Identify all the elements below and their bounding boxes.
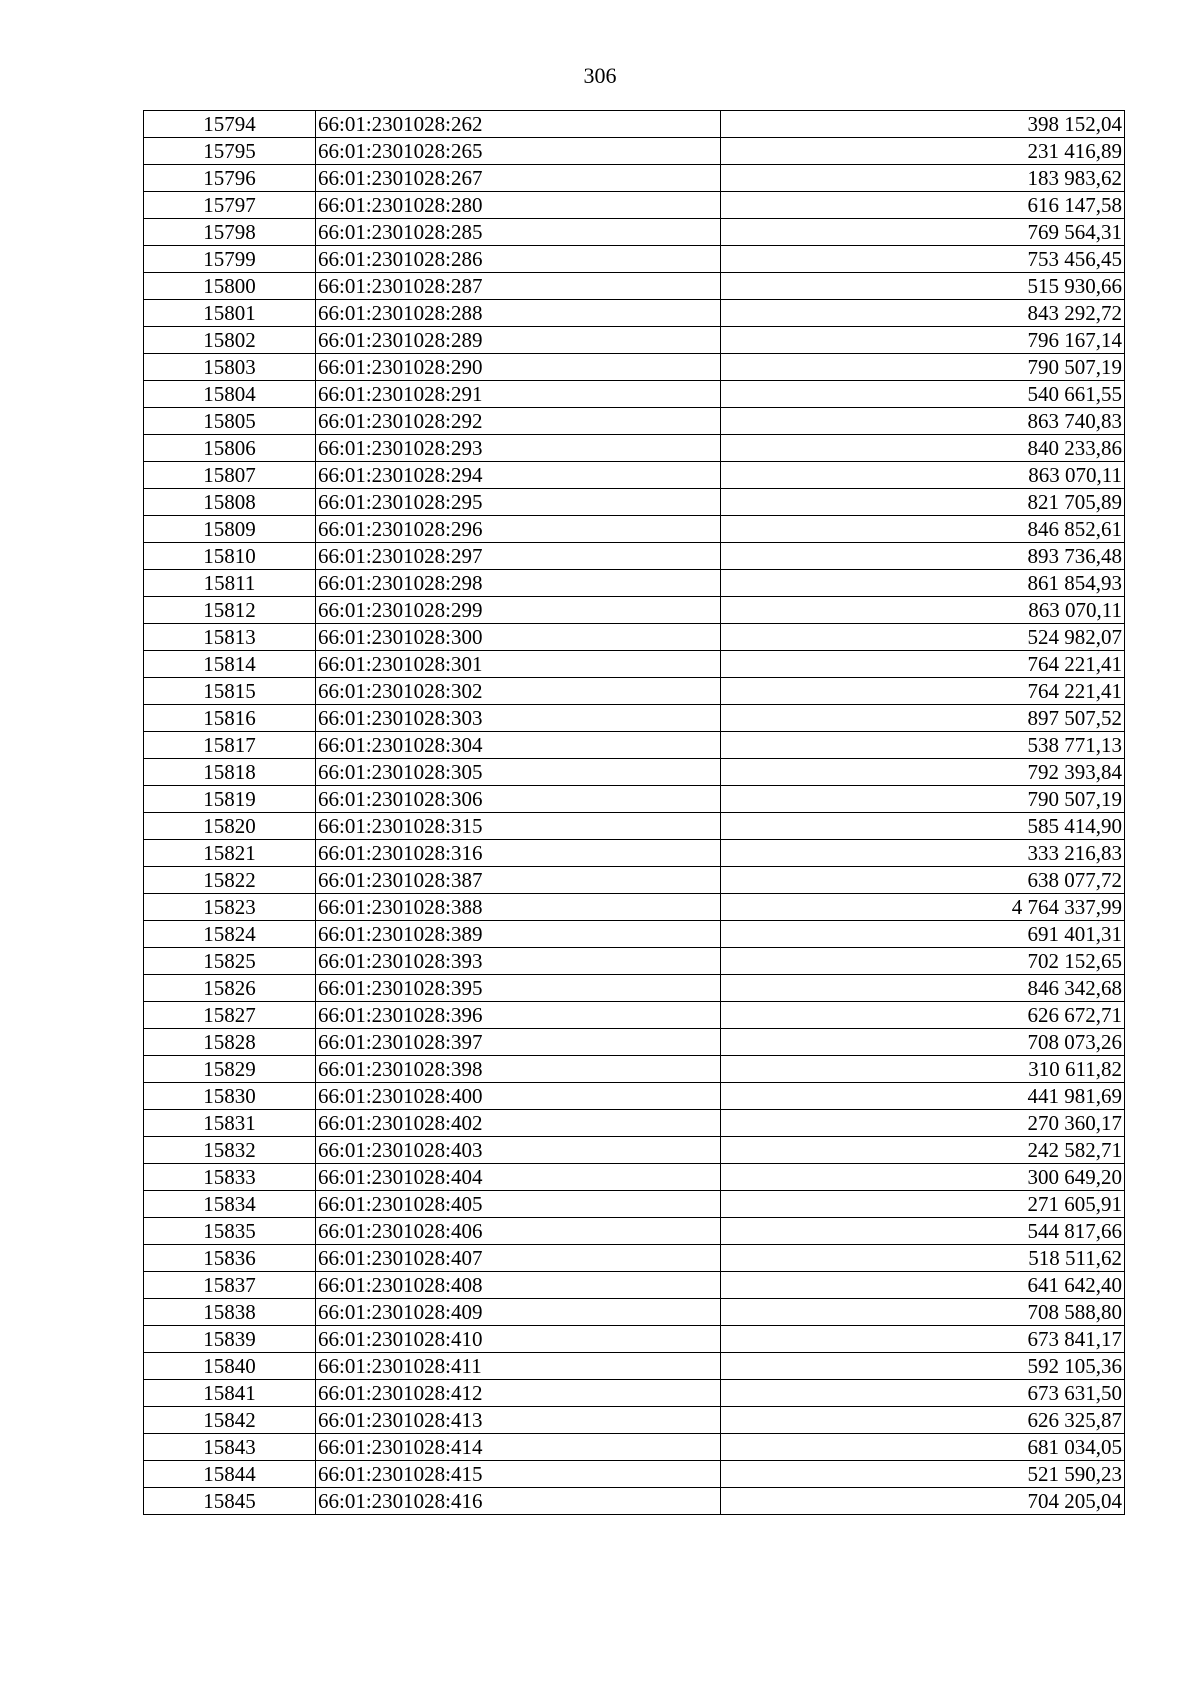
row-number-cell: 15819 [144, 786, 316, 813]
table-row [144, 624, 1125, 651]
table-row [144, 921, 1125, 948]
table-row [144, 1164, 1125, 1191]
row-number-cell: 15827 [144, 1002, 316, 1029]
cadastral-value-cell: 681 034,05 [721, 1434, 1125, 1461]
cadastral-number-cell: 66:01:2301028:403 [316, 1137, 721, 1164]
cadastral-value-cell: 544 817,66 [721, 1218, 1125, 1245]
cadastral-number-cell: 66:01:2301028:415 [316, 1461, 721, 1488]
row-number-cell: 15814 [144, 651, 316, 678]
cadastral-value-cell: 538 771,13 [721, 732, 1125, 759]
row-number-cell: 15824 [144, 921, 316, 948]
row-number-cell: 15802 [144, 327, 316, 354]
row-number-cell: 15843 [144, 1434, 316, 1461]
cadastral-value-cell: 515 930,66 [721, 273, 1125, 300]
row-number-cell: 15830 [144, 1083, 316, 1110]
cadastral-number-cell: 66:01:2301028:395 [316, 975, 721, 1002]
cadastral-value-cell: 897 507,52 [721, 705, 1125, 732]
row-number-cell: 15806 [144, 435, 316, 462]
table-row [144, 327, 1125, 354]
cadastral-number-cell: 66:01:2301028:291 [316, 381, 721, 408]
row-number-cell: 15836 [144, 1245, 316, 1272]
cadastral-value-cell: 840 233,86 [721, 435, 1125, 462]
cadastral-value-cell: 702 152,65 [721, 948, 1125, 975]
row-number-cell: 15837 [144, 1272, 316, 1299]
table-row [144, 813, 1125, 840]
row-number-cell: 15821 [144, 840, 316, 867]
row-number-cell: 15813 [144, 624, 316, 651]
cadastral-value-cell: 861 854,93 [721, 570, 1125, 597]
table-row [144, 867, 1125, 894]
cadastral-number-cell: 66:01:2301028:416 [316, 1488, 721, 1515]
row-number-cell: 15811 [144, 570, 316, 597]
cadastral-number-cell: 66:01:2301028:396 [316, 1002, 721, 1029]
table-row [144, 1353, 1125, 1380]
cadastral-number-cell: 66:01:2301028:305 [316, 759, 721, 786]
cadastral-number-cell: 66:01:2301028:265 [316, 138, 721, 165]
cadastral-number-cell: 66:01:2301028:402 [316, 1110, 721, 1137]
cadastral-number-cell: 66:01:2301028:285 [316, 219, 721, 246]
cadastral-value-cell: 638 077,72 [721, 867, 1125, 894]
cadastral-value-cell: 708 073,26 [721, 1029, 1125, 1056]
cadastral-number-cell: 66:01:2301028:408 [316, 1272, 721, 1299]
table-row [144, 516, 1125, 543]
cadastral-number-cell: 66:01:2301028:405 [316, 1191, 721, 1218]
cadastral-value-cell: 441 981,69 [721, 1083, 1125, 1110]
table-row [144, 732, 1125, 759]
cadastral-value-cell: 616 147,58 [721, 192, 1125, 219]
row-number-cell: 15808 [144, 489, 316, 516]
cadastral-number-cell: 66:01:2301028:388 [316, 894, 721, 921]
row-number-cell: 15832 [144, 1137, 316, 1164]
cadastral-value-cell: 524 982,07 [721, 624, 1125, 651]
row-number-cell: 15803 [144, 354, 316, 381]
row-number-cell: 15800 [144, 273, 316, 300]
row-number-cell: 15815 [144, 678, 316, 705]
row-number-cell: 15842 [144, 1407, 316, 1434]
table-row [144, 300, 1125, 327]
row-number-cell: 15796 [144, 165, 316, 192]
row-number-cell: 15838 [144, 1299, 316, 1326]
cadastral-number-cell: 66:01:2301028:294 [316, 462, 721, 489]
cadastral-value-cell: 673 631,50 [721, 1380, 1125, 1407]
table-row [144, 1380, 1125, 1407]
cadastral-number-cell: 66:01:2301028:404 [316, 1164, 721, 1191]
row-number-cell: 15818 [144, 759, 316, 786]
table-row [144, 1245, 1125, 1272]
table-row [144, 462, 1125, 489]
cadastral-value-cell: 183 983,62 [721, 165, 1125, 192]
table-row [144, 1407, 1125, 1434]
cadastral-number-cell: 66:01:2301028:413 [316, 1407, 721, 1434]
row-number-cell: 15844 [144, 1461, 316, 1488]
cadastral-number-cell: 66:01:2301028:406 [316, 1218, 721, 1245]
cadastral-number-cell: 66:01:2301028:299 [316, 597, 721, 624]
cadastral-value-cell: 518 511,62 [721, 1245, 1125, 1272]
table-row [144, 1299, 1125, 1326]
cadastral-value-cell: 704 205,04 [721, 1488, 1125, 1515]
cadastral-value-cell: 863 070,11 [721, 597, 1125, 624]
cadastral-number-cell: 66:01:2301028:300 [316, 624, 721, 651]
row-number-cell: 15834 [144, 1191, 316, 1218]
table-row [144, 1056, 1125, 1083]
cadastral-number-cell: 66:01:2301028:303 [316, 705, 721, 732]
row-number-cell: 15826 [144, 975, 316, 1002]
cadastral-value-cell: 521 590,23 [721, 1461, 1125, 1488]
cadastral-number-cell: 66:01:2301028:301 [316, 651, 721, 678]
row-number-cell: 15801 [144, 300, 316, 327]
row-number-cell: 15807 [144, 462, 316, 489]
table-row [144, 678, 1125, 705]
cadastral-number-cell: 66:01:2301028:304 [316, 732, 721, 759]
cadastral-number-cell: 66:01:2301028:410 [316, 1326, 721, 1353]
cadastral-value-cell: 592 105,36 [721, 1353, 1125, 1380]
row-number-cell: 15829 [144, 1056, 316, 1083]
cadastral-value-cell: 271 605,91 [721, 1191, 1125, 1218]
table-row [144, 192, 1125, 219]
cadastral-value-cell: 691 401,31 [721, 921, 1125, 948]
cadastral-number-cell: 66:01:2301028:398 [316, 1056, 721, 1083]
table-row [144, 948, 1125, 975]
row-number-cell: 15804 [144, 381, 316, 408]
table-row [144, 381, 1125, 408]
table-row [144, 1326, 1125, 1353]
cadastral-number-cell: 66:01:2301028:267 [316, 165, 721, 192]
cadastral-number-cell: 66:01:2301028:411 [316, 1353, 721, 1380]
cadastral-value-cell: 242 582,71 [721, 1137, 1125, 1164]
table-row [144, 1461, 1125, 1488]
cadastral-number-cell: 66:01:2301028:292 [316, 408, 721, 435]
cadastral-number-cell: 66:01:2301028:288 [316, 300, 721, 327]
cadastral-number-cell: 66:01:2301028:293 [316, 435, 721, 462]
cadastral-value-cell: 893 736,48 [721, 543, 1125, 570]
cadastral-value-cell: 333 216,83 [721, 840, 1125, 867]
table-row [144, 705, 1125, 732]
table-row [144, 1083, 1125, 1110]
cadastral-number-cell: 66:01:2301028:393 [316, 948, 721, 975]
cadastral-number-cell: 66:01:2301028:400 [316, 1083, 721, 1110]
row-number-cell: 15820 [144, 813, 316, 840]
row-number-cell: 15817 [144, 732, 316, 759]
cadastral-value-cell: 231 416,89 [721, 138, 1125, 165]
cadastral-value-cell: 863 070,11 [721, 462, 1125, 489]
cadastral-value-cell: 540 661,55 [721, 381, 1125, 408]
table-row [144, 840, 1125, 867]
cadastral-value-cell: 790 507,19 [721, 786, 1125, 813]
cadastral-value-cell: 769 564,31 [721, 219, 1125, 246]
cadastral-number-cell: 66:01:2301028:287 [316, 273, 721, 300]
cadastral-value-cell: 626 672,71 [721, 1002, 1125, 1029]
cadastral-value-cell: 764 221,41 [721, 651, 1125, 678]
cadastral-number-cell: 66:01:2301028:262 [316, 111, 721, 138]
cadastral-value-cell: 796 167,14 [721, 327, 1125, 354]
cadastral-number-cell: 66:01:2301028:297 [316, 543, 721, 570]
row-number-cell: 15823 [144, 894, 316, 921]
row-number-cell: 15795 [144, 138, 316, 165]
row-number-cell: 15841 [144, 1380, 316, 1407]
table-row [144, 1434, 1125, 1461]
page-number: 306 [583, 63, 617, 88]
table-row [144, 1488, 1125, 1515]
table-row [144, 1029, 1125, 1056]
cadastral-number-cell: 66:01:2301028:298 [316, 570, 721, 597]
cadastral-value-cell: 708 588,80 [721, 1299, 1125, 1326]
cadastral-value-cell: 300 649,20 [721, 1164, 1125, 1191]
row-number-cell: 15840 [144, 1353, 316, 1380]
table-row [144, 246, 1125, 273]
cadastral-number-cell: 66:01:2301028:306 [316, 786, 721, 813]
cadastral-value-cell: 846 342,68 [721, 975, 1125, 1002]
cadastral-value-cell: 790 507,19 [721, 354, 1125, 381]
row-number-cell: 15835 [144, 1218, 316, 1245]
cadastral-value-cell: 753 456,45 [721, 246, 1125, 273]
table-row [144, 975, 1125, 1002]
cadastral-value-cell: 4 764 337,99 [721, 894, 1125, 921]
row-number-cell: 15828 [144, 1029, 316, 1056]
table-row [144, 408, 1125, 435]
row-number-cell: 15794 [144, 111, 316, 138]
table-row [144, 165, 1125, 192]
row-number-cell: 15822 [144, 867, 316, 894]
table-row [144, 219, 1125, 246]
row-number-cell: 15812 [144, 597, 316, 624]
cadastral-number-cell: 66:01:2301028:302 [316, 678, 721, 705]
row-number-cell: 15799 [144, 246, 316, 273]
row-number-cell: 15825 [144, 948, 316, 975]
table-row [144, 894, 1125, 921]
table-row [144, 1272, 1125, 1299]
table-row [144, 111, 1125, 138]
table-row [144, 489, 1125, 516]
cadastral-number-cell: 66:01:2301028:409 [316, 1299, 721, 1326]
cadastral-value-table [143, 110, 1125, 1515]
table-row [144, 1137, 1125, 1164]
table-row [144, 651, 1125, 678]
row-number-cell: 15833 [144, 1164, 316, 1191]
cadastral-value-cell: 843 292,72 [721, 300, 1125, 327]
cadastral-value-cell: 641 642,40 [721, 1272, 1125, 1299]
cadastral-number-cell: 66:01:2301028:295 [316, 489, 721, 516]
table-body [144, 111, 1125, 1515]
cadastral-value-cell: 270 360,17 [721, 1110, 1125, 1137]
cadastral-number-cell: 66:01:2301028:397 [316, 1029, 721, 1056]
row-number-cell: 15845 [144, 1488, 316, 1515]
cadastral-number-cell: 66:01:2301028:389 [316, 921, 721, 948]
table-row [144, 1110, 1125, 1137]
cadastral-value-cell: 673 841,17 [721, 1326, 1125, 1353]
table-row [144, 786, 1125, 813]
table-row [144, 1191, 1125, 1218]
table-row [144, 435, 1125, 462]
table-row [144, 138, 1125, 165]
cadastral-number-cell: 66:01:2301028:414 [316, 1434, 721, 1461]
table-row [144, 1002, 1125, 1029]
cadastral-number-cell: 66:01:2301028:315 [316, 813, 721, 840]
cadastral-number-cell: 66:01:2301028:412 [316, 1380, 721, 1407]
cadastral-value-cell: 398 152,04 [721, 111, 1125, 138]
cadastral-value-cell: 821 705,89 [721, 489, 1125, 516]
row-number-cell: 15816 [144, 705, 316, 732]
table-row [144, 273, 1125, 300]
table-row [144, 354, 1125, 381]
cadastral-value-cell: 310 611,82 [721, 1056, 1125, 1083]
row-number-cell: 15831 [144, 1110, 316, 1137]
row-number-cell: 15810 [144, 543, 316, 570]
table-row [144, 597, 1125, 624]
table-row [144, 1218, 1125, 1245]
cadastral-number-cell: 66:01:2301028:387 [316, 867, 721, 894]
row-number-cell: 15809 [144, 516, 316, 543]
table-row [144, 543, 1125, 570]
cadastral-number-cell: 66:01:2301028:289 [316, 327, 721, 354]
cadastral-value-cell: 764 221,41 [721, 678, 1125, 705]
cadastral-value-cell: 626 325,87 [721, 1407, 1125, 1434]
cadastral-number-cell: 66:01:2301028:296 [316, 516, 721, 543]
table-row [144, 570, 1125, 597]
cadastral-value-cell: 792 393,84 [721, 759, 1125, 786]
cadastral-number-cell: 66:01:2301028:286 [316, 246, 721, 273]
cadastral-value-cell: 585 414,90 [721, 813, 1125, 840]
cadastral-value-cell: 863 740,83 [721, 408, 1125, 435]
table-row [144, 759, 1125, 786]
cadastral-number-cell: 66:01:2301028:407 [316, 1245, 721, 1272]
cadastral-value-cell: 846 852,61 [721, 516, 1125, 543]
row-number-cell: 15797 [144, 192, 316, 219]
row-number-cell: 15798 [144, 219, 316, 246]
cadastral-number-cell: 66:01:2301028:280 [316, 192, 721, 219]
row-number-cell: 15839 [144, 1326, 316, 1353]
cadastral-number-cell: 66:01:2301028:290 [316, 354, 721, 381]
row-number-cell: 15805 [144, 408, 316, 435]
cadastral-number-cell: 66:01:2301028:316 [316, 840, 721, 867]
